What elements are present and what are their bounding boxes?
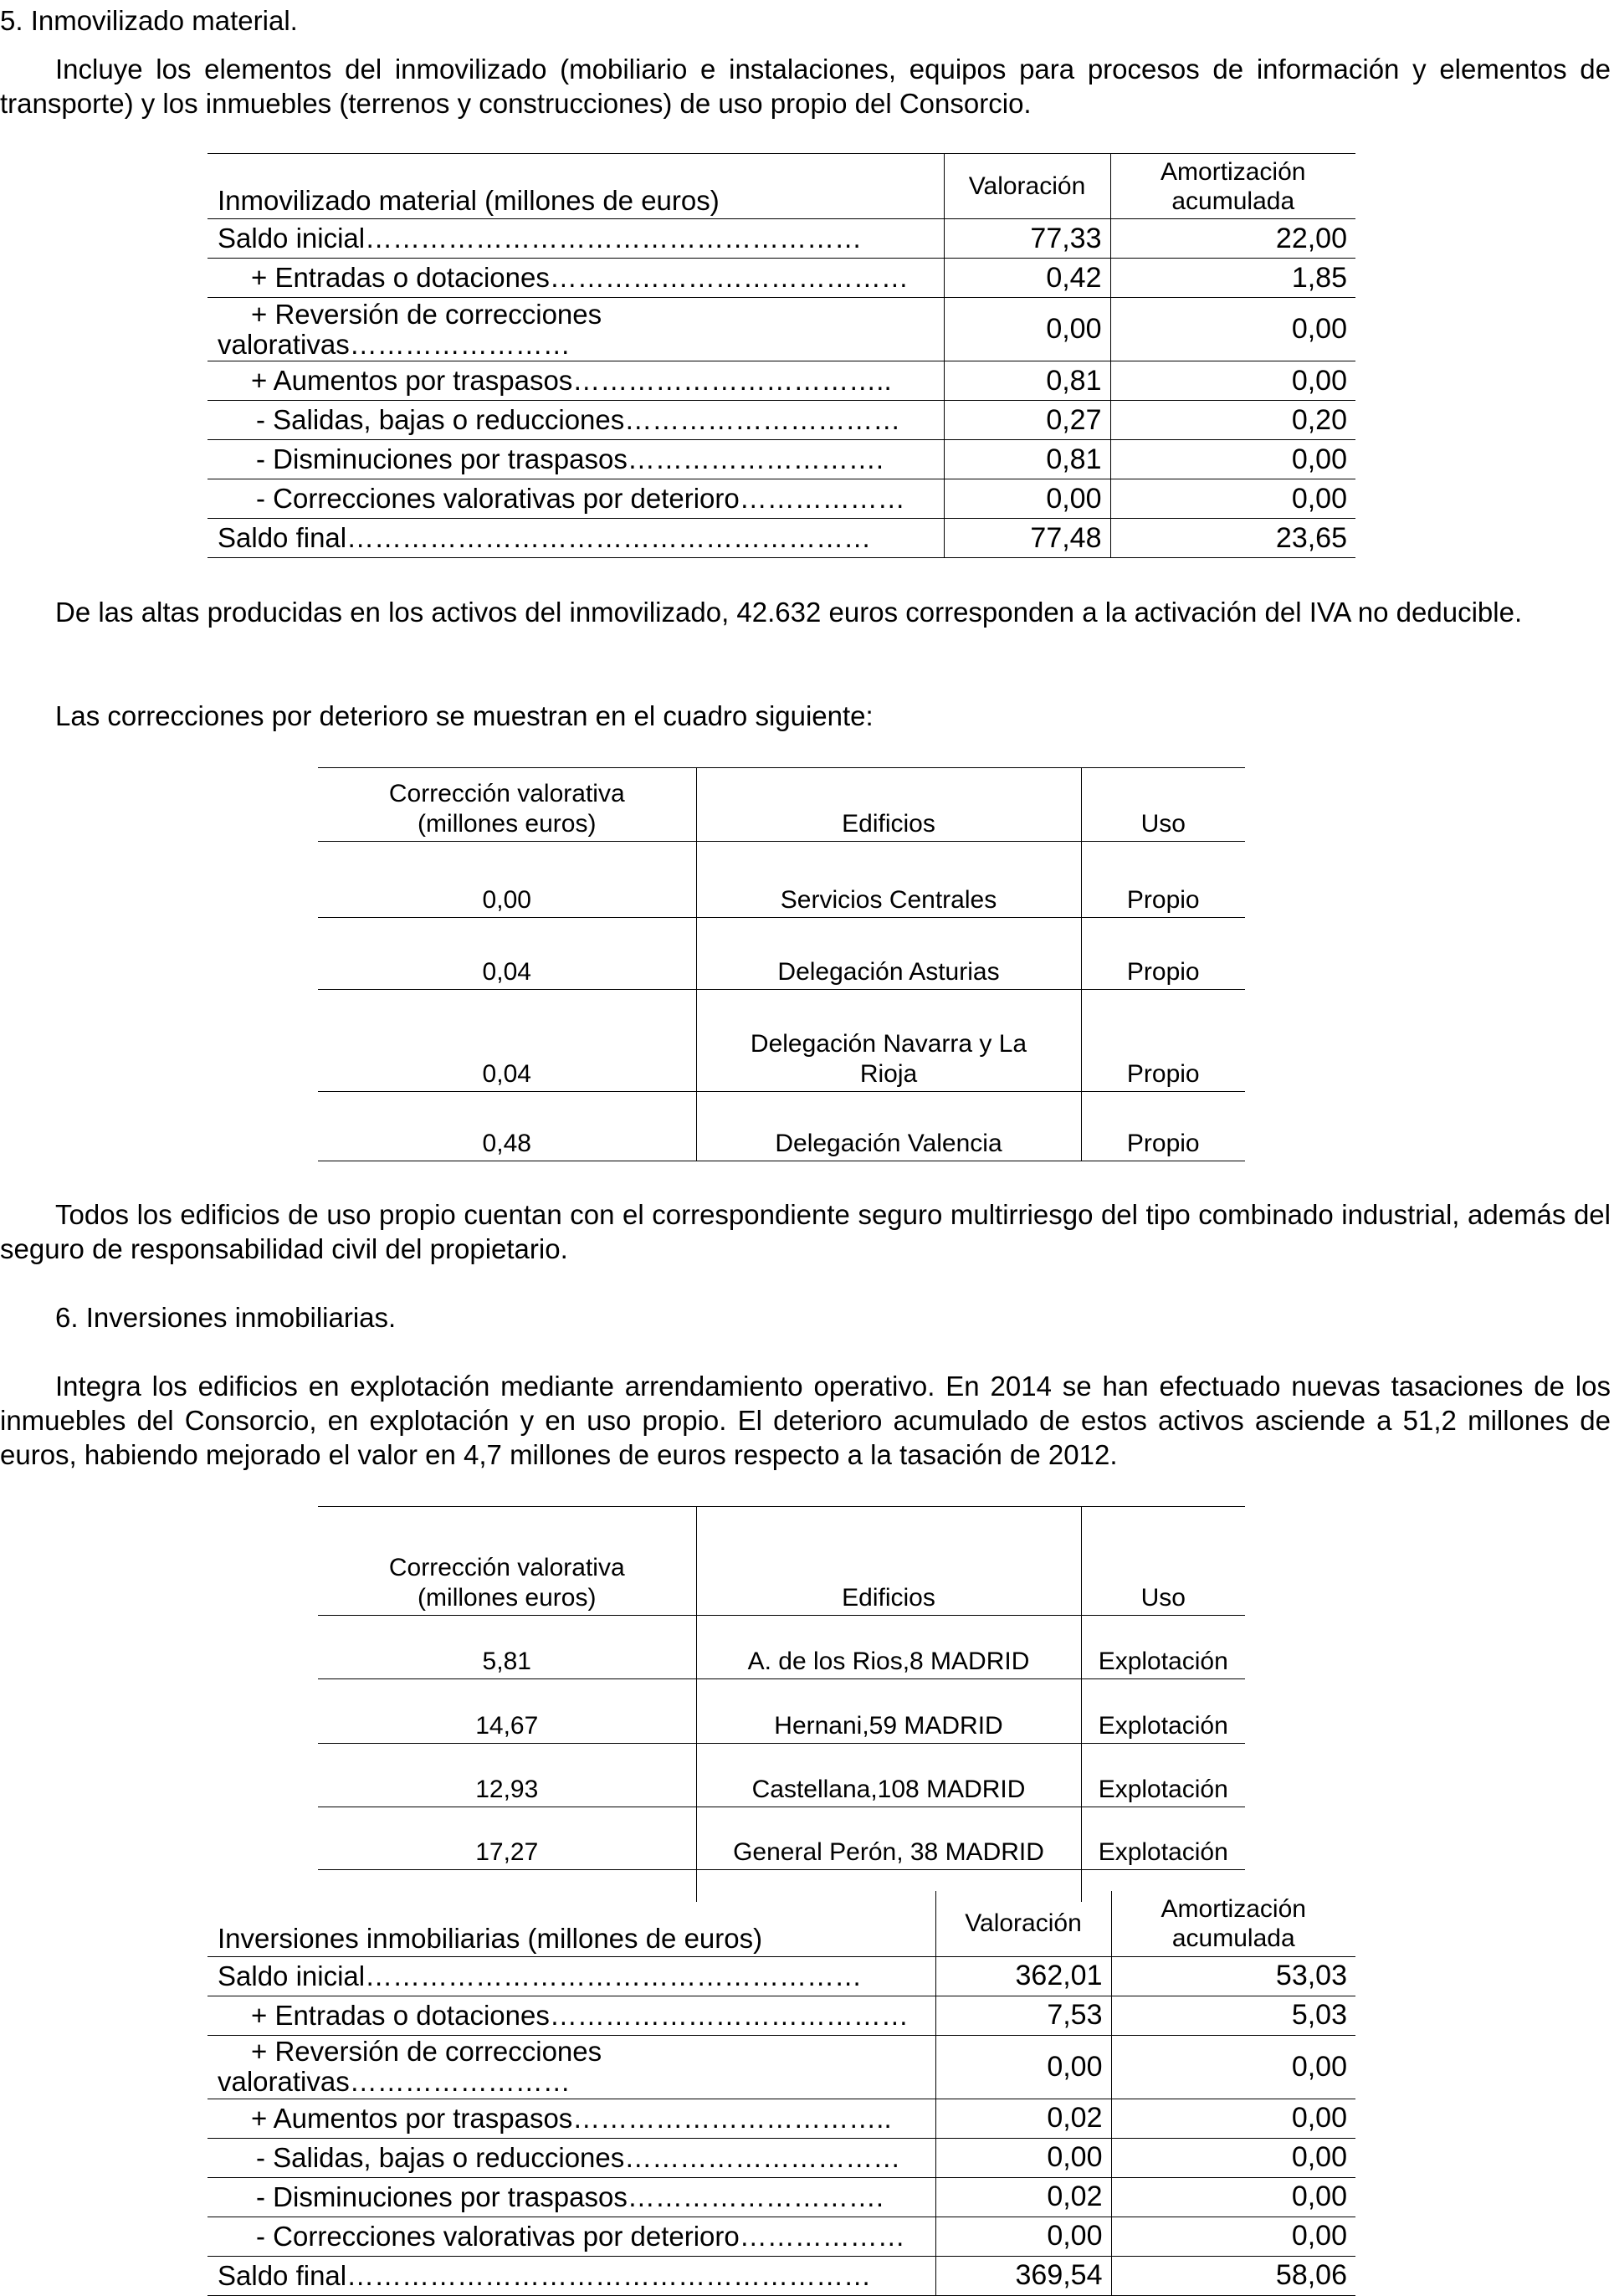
table-row [208,2099,1355,2138]
row-label: - Disminuciones por traspasos………………………. [256,443,884,474]
amortizacion-cell: 22,00 [1110,219,1355,259]
section-6-intro-text: Integra los edificios en explotación mediante arrendamiento operativo. En 2014 se han efectuado nuevas tasaciones de los inmuebles del Consorcio, en explotación y en uso propio. El deterioro acumulado de estos activos asciende a 51,2 millones de euros, habiendo mejorado el valor en 4,7 millones de euros respecto a la tasación de 2012. [0,1371,1611,1470]
table-row [318,1744,1245,1807]
amortizacion-cell: 1,85 [1110,259,1355,298]
correccion-cell: 0,48 [318,1092,696,1161]
uso-cell: Explotación [1081,1616,1245,1679]
table-header-row [208,1891,1355,1956]
edificios-header: Edificios [696,1507,1081,1616]
edificio-cell: Delegación Asturias [696,918,1081,990]
uso-cell: Propio [1081,990,1245,1092]
table-row [208,2256,1355,2295]
table-row [208,2035,1355,2099]
correccion-cell: 0,04 [318,990,696,1092]
amortizacion-cell: 0,00 [1110,479,1355,519]
valoracion-cell: 0,27 [944,401,1110,440]
amortizacion-cell: 0,20 [1110,401,1355,440]
section-6-intro-paragraph [0,1369,1611,1472]
table-header-row [208,154,1355,219]
valoracion-cell: 369,54 [935,2256,1111,2295]
valoracion-cell: 77,48 [944,519,1110,558]
correccion-header-line2: (millones euros) [418,810,597,838]
amortizacion-header: Amortización acumulada [1111,1891,1355,1956]
valoracion-cell: 0,42 [944,259,1110,298]
valoracion-cell: 0,81 [944,361,1110,401]
table-row [318,918,1245,990]
valoracion-cell: 0,02 [935,2099,1111,2138]
amortizacion-cell: 0,00 [1111,2217,1355,2256]
table-row [208,2138,1355,2177]
section-5-intro-text: Incluye los elementos del inmovilizado (mobiliario e instalaciones, equipos para procesos de información y elementos de transporte) y los inmuebles (terrenos y construcciones) de uso propio del Consorcio. [0,54,1611,119]
inmovilizado-material-table [208,153,1355,558]
row-label: - Correcciones valorativas por deterioro……………… [256,483,905,514]
table-title: Inversiones inmobiliarias (millones de euros) [218,1922,763,1954]
edificio-cell: Delegación Valencia [696,1092,1081,1161]
amortizacion-cell: 0,00 [1110,440,1355,479]
inversiones-inmobiliarias-table [208,1891,1355,2296]
row-label: Saldo inicial……………………………………………… [208,1956,935,1996]
correccion-cell: 0,00 [318,842,696,918]
valoracion-cell: 7,53 [935,1996,1111,2035]
valoracion-header: Valoración [935,1891,1111,1956]
correccion-cell: 5,81 [318,1616,696,1679]
correccion-header-line2: (millones euros) [418,1584,597,1612]
section-5-heading: 5. Inmovilizado material. [0,5,298,36]
correccion-header-line1: Corrección valorativa [388,780,625,807]
amortizacion-cell: 23,65 [1110,519,1355,558]
valoracion-cell: 0,00 [944,298,1110,361]
uso-header: Uso [1081,768,1245,842]
table-row [208,479,1355,519]
seguro-text: Todos los edificios de uso propio cuentan con el correspondiente seguro multirriesgo del tipo combinado industrial, además del seguro de responsabilidad civil del propietario. [0,1199,1611,1264]
edificio-cell: A. de los Rios,8 MADRID [696,1616,1081,1679]
valoracion-cell: 0,00 [944,479,1110,519]
edificio-cell: Delegación Navarra y La Rioja [696,990,1081,1092]
table-row [208,2217,1355,2256]
uso-cell: Explotación [1081,1807,1245,1870]
correccion-cell: 0,04 [318,918,696,990]
section-5-intro-paragraph [0,52,1611,120]
uso-header: Uso [1081,1507,1245,1616]
valoracion-cell: 0,00 [935,2217,1111,2256]
seguro-paragraph [0,1197,1611,1266]
amortizacion-cell: 0,00 [1111,2138,1355,2177]
amortizacion-cell: 0,00 [1110,361,1355,401]
table-row [208,440,1355,479]
table-row [208,259,1355,298]
valoracion-cell: 0,81 [944,440,1110,479]
table-row [208,1996,1355,2035]
row-label-line2: valorativas…………………… [218,2066,571,2097]
amortizacion-cell: 58,06 [1111,2256,1355,2295]
row-label: + Entradas o dotaciones………………………………… [251,262,909,293]
table-header-row [318,768,1245,842]
row-label-line1: + Reversión de correcciones [251,2036,602,2067]
table-row [208,298,1355,361]
deterioro-table [318,767,1245,1161]
table-row [208,361,1355,401]
row-label-line1: + Reversión de correcciones [251,298,602,330]
uso-cell: Propio [1081,842,1245,918]
row-label: + Aumentos por traspasos…………………………….. [251,2102,892,2134]
row-label: - Disminuciones por traspasos………………………. [256,2181,884,2212]
valoracion-header: Valoración [944,154,1110,219]
uso-cell: Explotación [1081,1679,1245,1744]
correccion-header-line1: Corrección valorativa [388,1554,625,1581]
correccion-cell: 12,93 [318,1744,696,1807]
row-label: Saldo final………………………………………………… [208,519,944,558]
section-6-heading: 6. Inversiones inmobiliarias. [55,1302,397,1333]
valoracion-cell: 0,02 [935,2177,1111,2217]
table-row [318,1807,1245,1870]
table-row [318,842,1245,918]
table-row [318,990,1245,1092]
amortizacion-cell: 0,00 [1110,298,1355,361]
iva-text: De las altas producidas en los activos del inmovilizado, 42.632 euros corresponden a la activación del IVA no deducible. [55,597,1523,628]
row-label: - Correcciones valorativas por deterioro……………… [256,2220,905,2252]
valoracion-cell: 0,00 [935,2138,1111,2177]
uso-cell: Propio [1081,918,1245,990]
amortizacion-cell: 53,03 [1111,1956,1355,1996]
table-row [318,1092,1245,1161]
uso-cell: Propio [1081,1092,1245,1161]
row-label-line2: valorativas…………………… [218,328,571,360]
table-row [318,1616,1245,1679]
amortizacion-cell: 0,00 [1111,2035,1355,2099]
row-label: - Salidas, bajas o reducciones………………………… [256,404,901,435]
deterioro-intro-paragraph [0,699,1611,733]
inmuebles-explotacion-table [318,1506,1245,1902]
valoracion-cell: 0,00 [935,2035,1111,2099]
table-row [208,519,1355,558]
correccion-cell: 14,67 [318,1679,696,1744]
table-row [318,1679,1245,1744]
edificio-cell: Hernani,59 MADRID [696,1679,1081,1744]
edificio-cell: Servicios Centrales [696,842,1081,918]
row-label: Saldo final………………………………………………… [208,2256,935,2295]
table-header-row [318,1507,1245,1616]
edificio-cell: General Perón, 38 MADRID [696,1807,1081,1870]
edificios-header: Edificios [696,768,1081,842]
uso-cell: Explotación [1081,1744,1245,1807]
amortizacion-cell: 5,03 [1111,1996,1355,2035]
row-label: + Aumentos por traspasos…………………………….. [251,365,892,396]
amortizacion-header: Amortización acumulada [1110,154,1355,219]
valoracion-cell: 362,01 [935,1956,1111,1996]
row-label: + Entradas o dotaciones………………………………… [251,1999,909,2031]
row-label: Saldo inicial……………………………………………… [208,219,944,259]
iva-paragraph [0,595,1611,629]
table-row [208,401,1355,440]
table-title: Inmovilizado material (millones de euros) [208,154,944,219]
amortizacion-cell: 0,00 [1111,2177,1355,2217]
table-row [208,1956,1355,1996]
correccion-cell: 17,27 [318,1807,696,1870]
amortizacion-cell: 0,00 [1111,2099,1355,2138]
row-label: - Salidas, bajas o reducciones………………………… [256,2141,901,2173]
valoracion-cell: 77,33 [944,219,1110,259]
edificio-cell: Castellana,108 MADRID [696,1744,1081,1807]
table-row [208,2177,1355,2217]
table-row [208,219,1355,259]
deterioro-intro-text: Las correcciones por deterioro se muestran en el cuadro siguiente: [55,700,874,731]
